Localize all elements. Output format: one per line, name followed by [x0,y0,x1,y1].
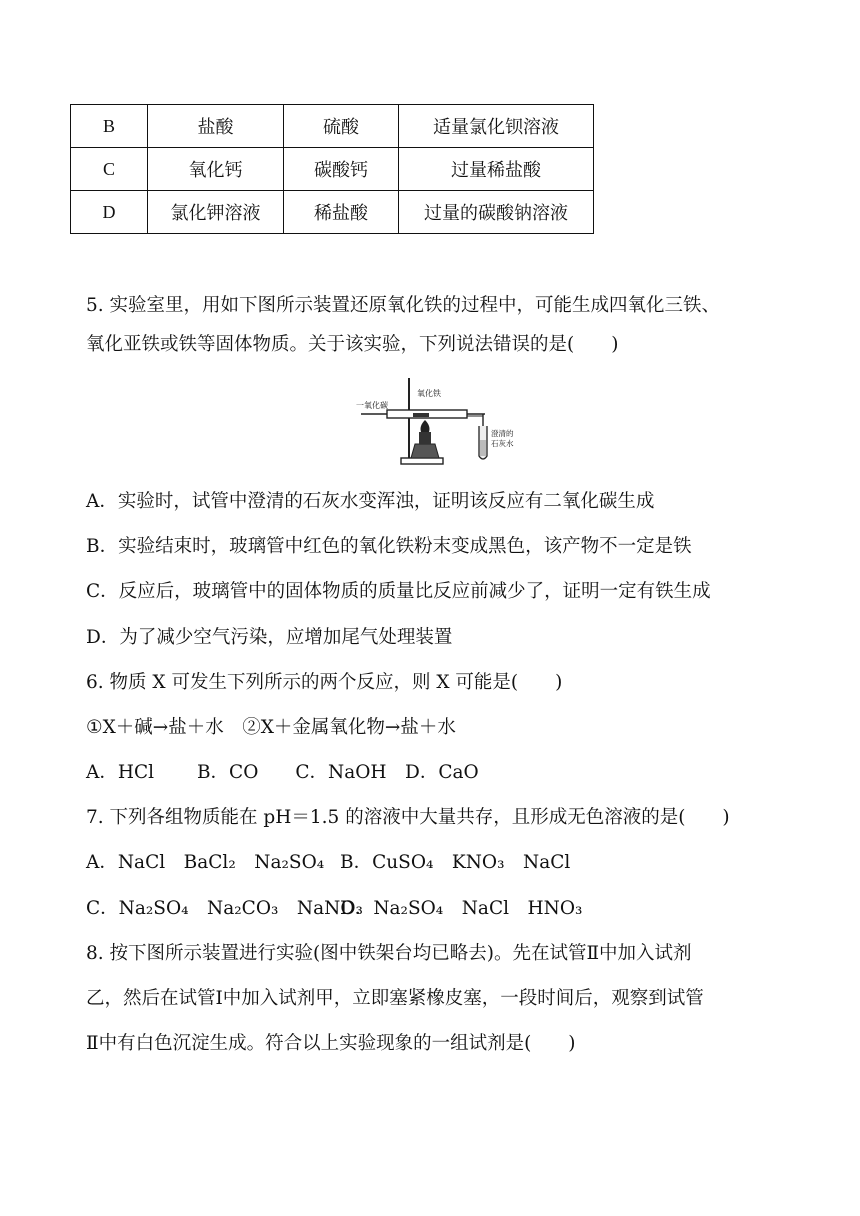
question-5-stem-line-1: 5. 实验室里，用如下图所示装置还原氧化铁的过程中，可能生成四氧化三铁、 [86,295,721,316]
question-8-stem-line-1: 8. 按下图所示装置进行实验(图中铁架台均已略去)。先在试管Ⅱ中加入试剂 [86,943,692,964]
table-cell: 稀盐酸 [284,191,399,234]
question-6-reactions: ①X＋碱→盐＋水 ②X＋金属氧化物→盐＋水 [86,717,456,738]
table-row [71,148,594,191]
question-7-option-c: C．Na₂SO₄ Na₂CO₃ NaNO₃ [86,898,363,919]
label-co: 一氧化碳 [356,401,388,410]
question-7-stem: 7. 下列各组物质能在 pH＝1.5 的溶液中大量共存，且形成无色溶液的是( ) [86,807,730,828]
label-iron-oxide: 氧化铁 [417,389,441,398]
table-cell: 氯化钾溶液 [148,191,284,234]
question-5-option-a: A．实验时，试管中澄清的石灰水变浑浊，证明该反应有二氧化碳生成 [86,491,655,512]
question-6-stem: 6. 物质 X 可发生下列所示的两个反应，则 X 可能是( ) [86,672,563,693]
table-cell: C [71,148,148,191]
label-limewater-2: 石灰水 [491,439,514,448]
question-7-option-d: D．Na₂SO₄ NaCl HNO₃ [340,898,583,919]
question-5-option-b: B．实验结束时，玻璃管中红色的氧化铁粉末变成黑色，该产物不一定是铁 [86,536,692,557]
table-cell: D [71,191,148,234]
question-5-stem-line-2: 氧化亚铁或铁等固体物质。关于该实验，下列说法错误的是( ) [86,334,619,355]
table-row [71,191,594,234]
options-table [70,104,594,234]
table-cell: 氧化钙 [148,148,284,191]
table-cell: 碳酸钙 [284,148,399,191]
table-cell: 过量稀盐酸 [399,148,594,191]
question-7-option-a: A．NaCl BaCl₂ Na₂SO₄ [86,852,325,873]
question-6-options: A．HCl B．CO C．NaOH D．CaO [86,762,479,783]
label-limewater-1: 澄清的 [491,429,514,438]
question-8-stem-line-3: Ⅱ中有白色沉淀生成。符合以上实验现象的一组试剂是( ) [86,1033,576,1054]
question-8-stem-line-2: 乙，然后在试管Ⅰ中加入试剂甲，立即塞紧橡皮塞，一段时间后，观察到试管 [86,988,704,1009]
table-cell: 盐酸 [148,105,284,148]
table-cell: 适量氯化钡溶液 [399,105,594,148]
reduction-apparatus-figure [355,374,515,470]
table-row [71,105,594,148]
table-cell: 硫酸 [284,105,399,148]
question-5-option-c: C．反应后，玻璃管中的固体物质的质量比反应前减少了，证明一定有铁生成 [86,581,711,602]
table-cell: B [71,105,148,148]
question-7-option-b: B．CuSO₄ KNO₃ NaCl [340,852,571,873]
question-5-option-d: D．为了减少空气污染，应增加尾气处理装置 [86,627,453,648]
table-cell: 过量的碳酸钠溶液 [399,191,594,234]
